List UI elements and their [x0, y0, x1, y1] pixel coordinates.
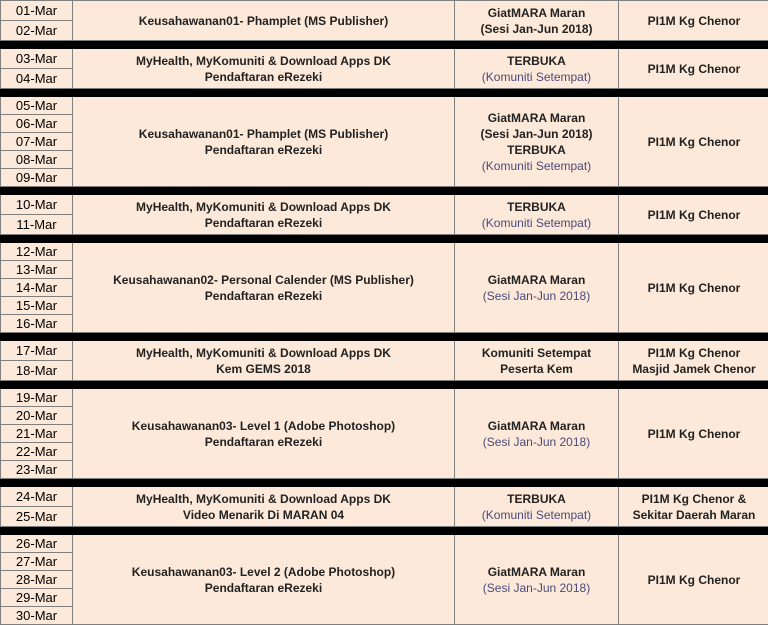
group-line: GiatMARA Maran [455, 110, 618, 126]
date-cell: 08-Mar [1, 151, 73, 169]
group-line: Komuniti Setempat [455, 345, 618, 361]
group-line: TERBUKA [455, 491, 618, 507]
date-cell: 17-Mar [1, 341, 73, 361]
activity-line: Pendaftaran eRezeki [73, 69, 454, 85]
group-line: GiatMARA Maran [455, 272, 618, 288]
activity-cell [73, 1, 455, 41]
separator-bar [1, 89, 768, 97]
location-cell [619, 535, 768, 625]
activity-line: MyHealth, MyKomuniti & Download Apps DK [73, 345, 454, 361]
table-row [1, 243, 768, 261]
location-line: PI1M Kg Chenor [619, 13, 768, 29]
location-line: PI1M Kg Chenor & [619, 491, 768, 507]
table-row [1, 389, 768, 407]
activity-line: Pendaftaran eRezeki [73, 288, 454, 304]
activity-line: Keusahawanan01- Phamplet (MS Publisher) [73, 126, 454, 142]
group-cell [455, 389, 619, 479]
location-cell [619, 341, 768, 381]
activity-line: MyHealth, MyKomuniti & Download Apps DK [73, 53, 454, 69]
group-line: GiatMARA Maran [455, 564, 618, 580]
date-cell: 04-Mar [1, 69, 73, 89]
group-cell [455, 341, 619, 381]
location-line: PI1M Kg Chenor [619, 426, 768, 442]
group-line: (Sesi Jan-Jun 2018) [455, 288, 618, 304]
date-cell: 05-Mar [1, 97, 73, 115]
week-separator [1, 527, 768, 535]
separator-bar [1, 235, 768, 243]
date-cell: 26-Mar [1, 535, 73, 553]
table-row [1, 49, 768, 69]
activity-line: Kem GEMS 2018 [73, 361, 454, 377]
group-cell [455, 487, 619, 527]
location-line: PI1M Kg Chenor [619, 207, 768, 223]
date-cell: 18-Mar [1, 361, 73, 381]
location-cell [619, 1, 768, 41]
location-line: PI1M Kg Chenor [619, 345, 768, 361]
location-line: PI1M Kg Chenor [619, 572, 768, 588]
week-separator [1, 381, 768, 389]
date-cell: 12-Mar [1, 243, 73, 261]
date-cell: 25-Mar [1, 507, 73, 527]
activity-line: Keusahawanan03- Level 2 (Adobe Photoshop) [73, 564, 454, 580]
group-cell [455, 97, 619, 187]
activity-cell [73, 341, 455, 381]
date-cell: 30-Mar [1, 607, 73, 625]
group-line: (Sesi Jan-Jun 2018) [455, 21, 618, 37]
table-row [1, 341, 768, 361]
activity-cell [73, 389, 455, 479]
activity-line: Pendaftaran eRezeki [73, 434, 454, 450]
location-cell [619, 487, 768, 527]
date-cell: 23-Mar [1, 461, 73, 479]
date-cell: 29-Mar [1, 589, 73, 607]
week-separator [1, 235, 768, 243]
location-line: Sekitar Daerah Maran [619, 507, 768, 523]
date-cell: 21-Mar [1, 425, 73, 443]
activity-line: Keusahawanan03- Level 1 (Adobe Photoshop) [73, 418, 454, 434]
week-separator [1, 41, 768, 49]
activity-line: Pendaftaran eRezeki [73, 215, 454, 231]
activity-line: Video Menarik Di MARAN 04 [73, 507, 454, 523]
separator-bar [1, 333, 768, 341]
date-cell: 03-Mar [1, 49, 73, 69]
location-cell [619, 49, 768, 89]
date-cell: 22-Mar [1, 443, 73, 461]
location-cell [619, 195, 768, 235]
location-cell [619, 389, 768, 479]
date-cell: 01-Mar [1, 1, 73, 21]
activity-cell [73, 243, 455, 333]
week-separator [1, 187, 768, 195]
activity-cell [73, 49, 455, 89]
group-line: (Sesi Jan-Jun 2018) [455, 126, 618, 142]
group-line: Peserta Kem [455, 361, 618, 377]
table-row [1, 535, 768, 553]
activity-line: Keusahawanan01- Phamplet (MS Publisher) [73, 13, 454, 29]
date-cell: 28-Mar [1, 571, 73, 589]
week-separator [1, 89, 768, 97]
date-cell: 19-Mar [1, 389, 73, 407]
location-cell [619, 97, 768, 187]
date-cell: 24-Mar [1, 487, 73, 507]
group-cell [455, 195, 619, 235]
separator-bar [1, 187, 768, 195]
group-cell [455, 49, 619, 89]
group-line: (Sesi Jan-Jun 2018) [455, 434, 618, 450]
activity-line: Pendaftaran eRezeki [73, 142, 454, 158]
date-cell: 11-Mar [1, 215, 73, 235]
location-line: PI1M Kg Chenor [619, 134, 768, 150]
table-row [1, 97, 768, 115]
group-line: TERBUKA [455, 142, 618, 158]
separator-bar [1, 527, 768, 535]
table-row [1, 487, 768, 507]
group-line: (Sesi Jan-Jun 2018) [455, 580, 618, 596]
activity-cell [73, 195, 455, 235]
activity-line: MyHealth, MyKomuniti & Download Apps DK [73, 491, 454, 507]
activity-line: Pendaftaran eRezeki [73, 580, 454, 596]
schedule-body [1, 1, 768, 625]
group-line: (Komuniti Setempat) [455, 69, 618, 85]
date-cell: 20-Mar [1, 407, 73, 425]
group-line: (Komuniti Setempat) [455, 215, 618, 231]
group-cell [455, 535, 619, 625]
activity-line: Keusahawanan02- Personal Calender (MS Publisher) [73, 272, 454, 288]
location-line: PI1M Kg Chenor [619, 280, 768, 296]
group-line: TERBUKA [455, 199, 618, 215]
date-cell: 07-Mar [1, 133, 73, 151]
date-cell: 02-Mar [1, 21, 73, 41]
group-line: GiatMARA Maran [455, 418, 618, 434]
group-line: TERBUKA [455, 53, 618, 69]
group-line: GiatMARA Maran [455, 5, 618, 21]
date-cell: 06-Mar [1, 115, 73, 133]
group-cell [455, 1, 619, 41]
date-cell: 27-Mar [1, 553, 73, 571]
date-cell: 09-Mar [1, 169, 73, 187]
group-cell [455, 243, 619, 333]
location-line: PI1M Kg Chenor [619, 61, 768, 77]
week-separator [1, 333, 768, 341]
date-cell: 15-Mar [1, 297, 73, 315]
date-cell: 14-Mar [1, 279, 73, 297]
activity-cell [73, 487, 455, 527]
location-line: Masjid Jamek Chenor [619, 361, 768, 377]
table-row [1, 1, 768, 21]
activity-cell [73, 535, 455, 625]
location-cell [619, 243, 768, 333]
table-row [1, 195, 768, 215]
week-separator [1, 479, 768, 487]
separator-bar [1, 381, 768, 389]
group-line: (Komuniti Setempat) [455, 158, 618, 174]
separator-bar [1, 41, 768, 49]
activity-cell [73, 97, 455, 187]
group-line: (Komuniti Setempat) [455, 507, 618, 523]
date-cell: 13-Mar [1, 261, 73, 279]
date-cell: 16-Mar [1, 315, 73, 333]
date-cell: 10-Mar [1, 195, 73, 215]
separator-bar [1, 479, 768, 487]
activity-line: MyHealth, MyKomuniti & Download Apps DK [73, 199, 454, 215]
